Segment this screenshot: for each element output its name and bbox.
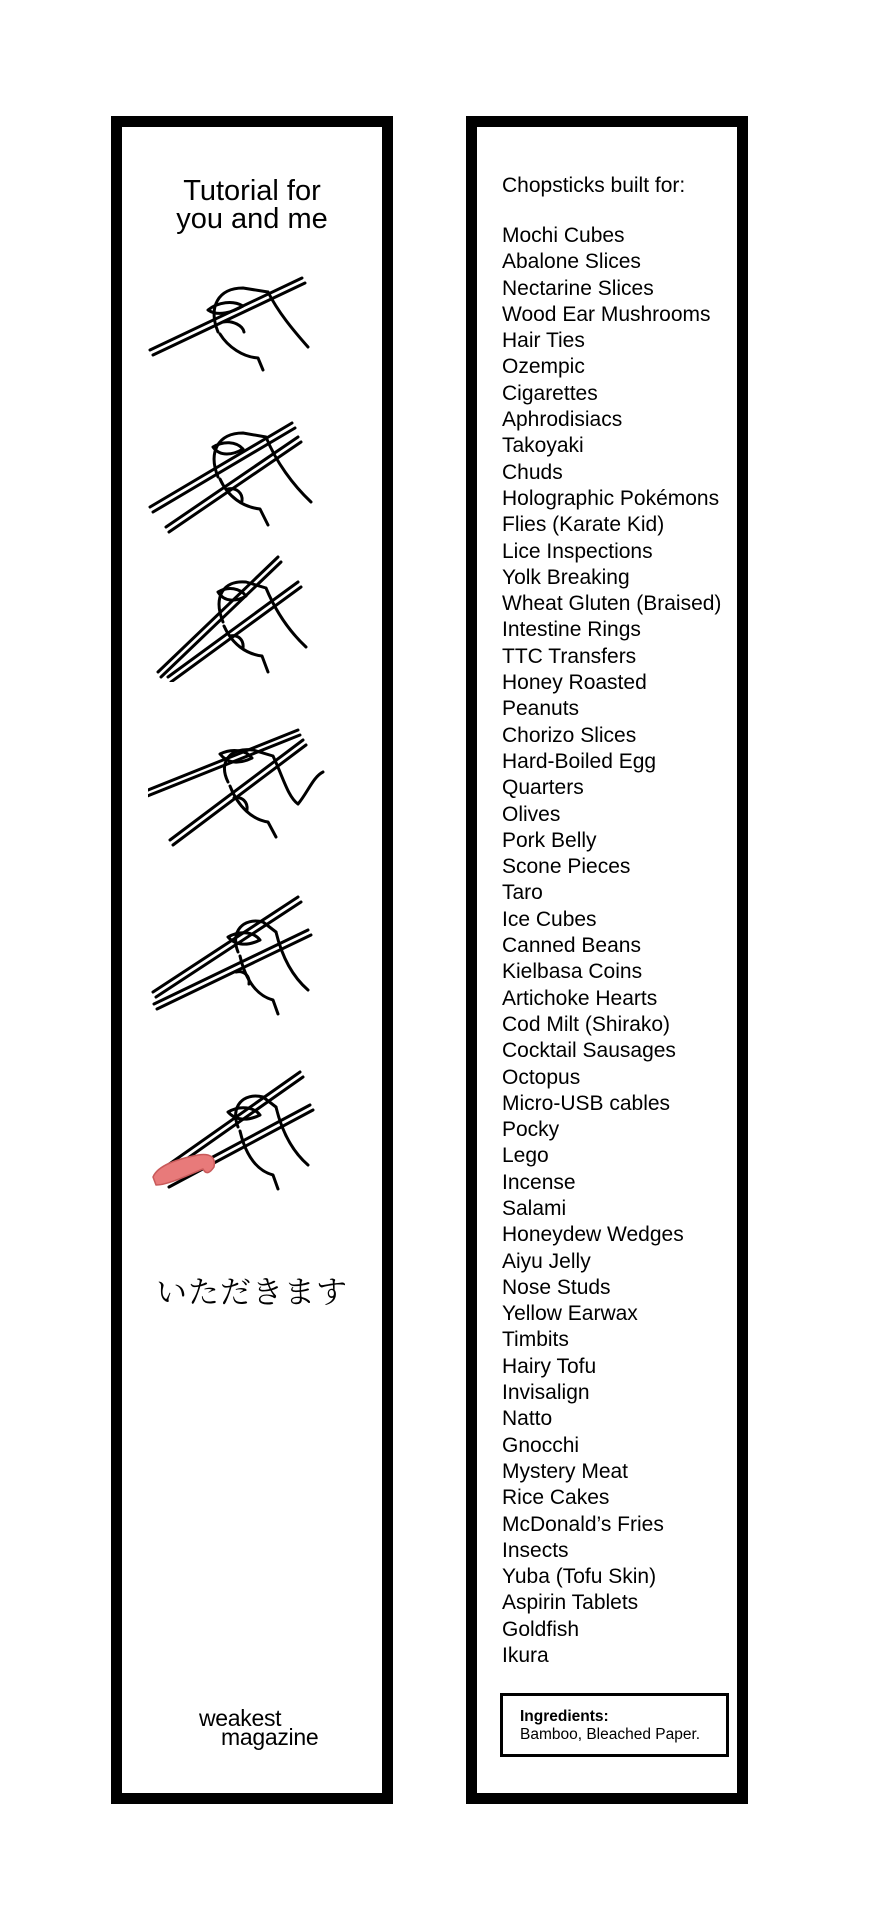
list-item: Aphrodisiacs (502, 408, 623, 432)
list-item: Nose Studs (502, 1275, 611, 1299)
ingredients-label: Ingredients: (520, 1708, 609, 1725)
list-item: Cigarettes (502, 381, 598, 405)
step-6-illustration (148, 1067, 358, 1197)
uses-list (502, 223, 721, 1669)
step-2-illustration (148, 407, 358, 537)
list-item: Canned Beans (502, 934, 641, 958)
list-item: Mochi Cubes (502, 224, 625, 247)
list-item: Octopus (502, 1065, 581, 1089)
list-item: Incense (502, 1170, 576, 1194)
list-heading: Chopsticks built for: (502, 174, 686, 197)
list-item: Quarters (502, 776, 584, 800)
list-item: Nectarine Slices (502, 276, 654, 300)
publisher-logo (199, 1707, 349, 1757)
tutorial-title (122, 177, 382, 233)
list-item: Cocktail Sausages (502, 1039, 676, 1063)
list-item: Micro-USB cables (502, 1091, 671, 1115)
list-item: Goldfish (502, 1617, 580, 1641)
list-item: Artichoke Hearts (502, 986, 658, 1010)
logo-line2: magazine (221, 1724, 319, 1750)
list-item: Yolk Breaking (502, 565, 630, 589)
list-item: Ozempic (502, 355, 585, 379)
list-item: Ikura (502, 1644, 549, 1668)
list-item: Scone Pieces (502, 855, 631, 879)
list-item: Invisalign (502, 1381, 590, 1405)
list-item: Lice Inspections (502, 539, 653, 563)
step-5-illustration (148, 892, 358, 1022)
list-item: Flies (Karate Kid) (502, 513, 665, 537)
list-item: Taro (502, 881, 543, 905)
list-item: Pork Belly (502, 828, 597, 852)
itadakimasu-text: いただきます (156, 1275, 348, 1311)
list-item: Holographic Pokémons (502, 486, 720, 510)
ingredients-box (500, 1693, 729, 1757)
list-item: Timbits (502, 1328, 569, 1352)
list-item: Intestine Rings (502, 618, 641, 642)
list-item: Yuba (Tofu Skin) (502, 1565, 657, 1589)
list-item: Hairy Tofu (502, 1354, 597, 1378)
list-item: Takoyaki (502, 434, 584, 458)
tutorial-panel (111, 116, 393, 1804)
list-item: Chuds (502, 460, 563, 484)
list-item: Lego (502, 1144, 549, 1168)
list-item: Chorizo Slices (502, 723, 637, 747)
list-item: Insects (502, 1538, 569, 1562)
list-item: Honeydew Wedges (502, 1223, 684, 1247)
list-item: Abalone Slices (502, 250, 641, 274)
list-item: Yellow Earwax (502, 1302, 638, 1326)
logo-line1: weakest (199, 1705, 282, 1731)
list-item: Peanuts (502, 697, 580, 721)
list-item: Salami (502, 1196, 567, 1220)
list-item: Kielbasa Coins (502, 960, 643, 984)
tutorial-title-line1: Tutorial for (183, 175, 321, 207)
list-item: Aspirin Tablets (502, 1591, 639, 1615)
list-item: Ice Cubes (502, 907, 597, 931)
list-item: Olives (502, 802, 561, 826)
list-item: Gnocchi (502, 1433, 580, 1457)
ingredients-value: Bamboo, Bleached Paper. (520, 1726, 701, 1743)
step-4-illustration (148, 722, 358, 852)
list-item: Honey Roasted (502, 671, 647, 695)
list-item: Wood Ear Mushrooms (502, 302, 711, 326)
list-item: TTC Transfers (502, 644, 637, 668)
uses-panel (466, 116, 748, 1804)
list-item: Mystery Meat (502, 1459, 629, 1483)
list-item: McDonald’s Fries (502, 1512, 664, 1536)
tutorial-title-line2: you and me (176, 203, 328, 235)
list-item: Hard-Boiled Egg (502, 749, 657, 773)
list-item: Aiyu Jelly (502, 1249, 591, 1273)
step-1-illustration (148, 262, 358, 392)
list-item: Cod Milt (Shirako) (502, 1012, 671, 1036)
list-item: Pocky (502, 1118, 560, 1142)
list-item: Natto (502, 1407, 553, 1431)
list-item: Hair Ties (502, 329, 585, 353)
list-item: Wheat Gluten (Braised) (502, 592, 722, 616)
list-item: Rice Cakes (502, 1486, 610, 1510)
step-3-illustration (148, 552, 358, 682)
